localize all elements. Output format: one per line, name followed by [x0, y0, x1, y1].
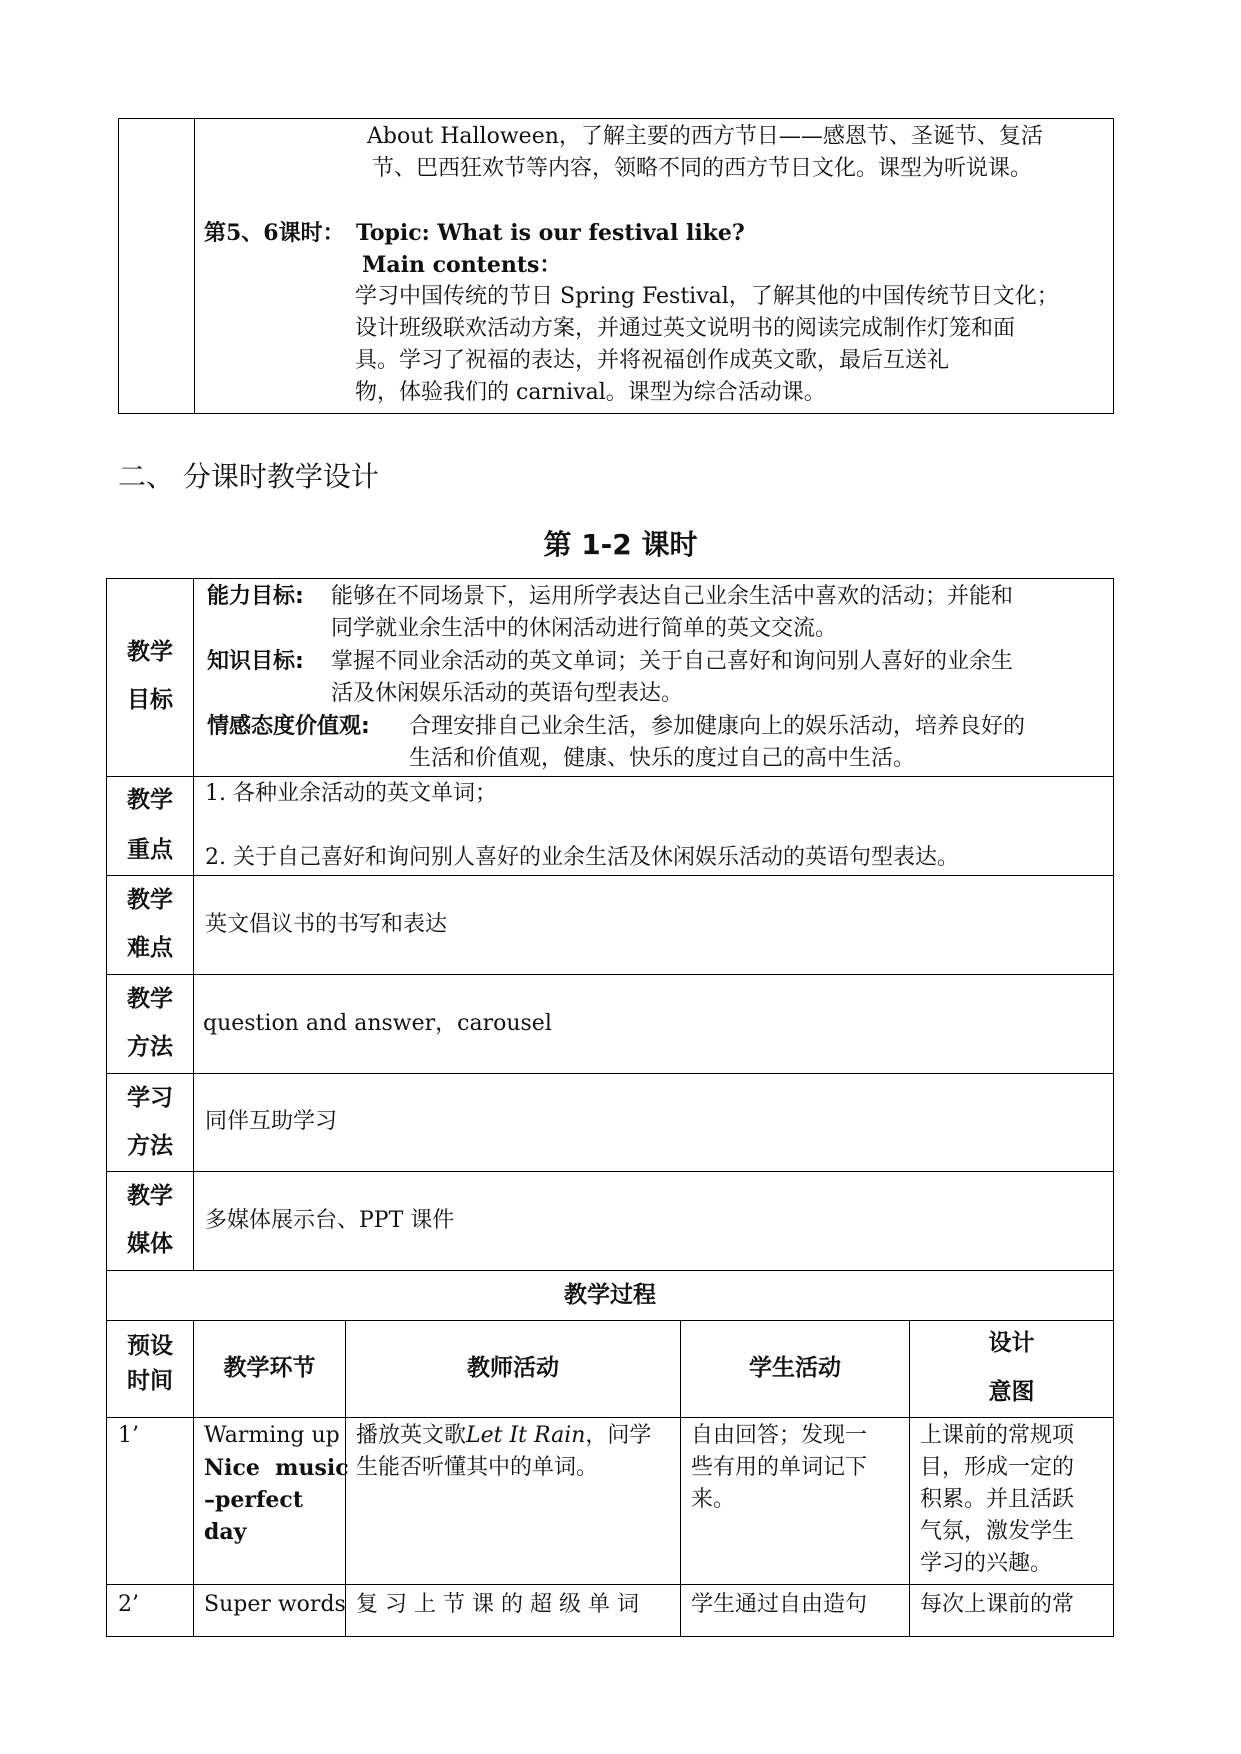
method-text: question and answer，carousel: [203, 1011, 552, 1036]
row-stage: Super words: [204, 1592, 346, 1617]
row-label: 教学: [127, 638, 173, 665]
row-time: 2’: [118, 1592, 139, 1617]
row-student: 学生通过自由造句: [691, 1592, 868, 1617]
key-point-item: 2. 关于自己喜好和询问别人喜好的业余生活及休闲娱乐活动的英语句型表达。: [205, 845, 959, 870]
text-line: 节、巴西狂欢节等内容，领略不同的西方节日文化。课型为听说课。: [372, 156, 1033, 181]
teacher-text: 播放英文歌: [356, 1423, 467, 1448]
header-time: 预设: [127, 1332, 173, 1359]
row-label: 教学: [127, 985, 173, 1012]
row-teacher: 复 习 上 节 课 的 超 级 单 词: [356, 1592, 639, 1617]
process-title: 教学过程: [564, 1281, 656, 1308]
row-label: 学习: [127, 1084, 173, 1111]
lesson-title: 第 1-2 课时: [543, 528, 698, 561]
table-divider: [194, 119, 195, 413]
knowledge-text: 掌握不同业余活动的英文单词；关于自己喜好和询问别人喜好的业余生: [331, 649, 1014, 674]
row-design: 气氛，激发学生: [920, 1519, 1075, 1544]
emotion-text: 生活和价值观，健康、快乐的度过自己的高中生活。: [409, 746, 916, 771]
topic-text: Topic: What is our festival like?: [356, 220, 745, 246]
emotion-label: 情感态度价值观:: [207, 714, 370, 739]
row-label: 教学: [127, 886, 173, 913]
teacher-text: ，问学: [585, 1423, 652, 1448]
row-design: 积累。并且活跃: [920, 1487, 1075, 1512]
row-stage: Nice music: [204, 1455, 349, 1481]
key-point-item: 1. 各种业余活动的英文单词；: [205, 781, 497, 806]
header-teacher: 教师活动: [467, 1354, 559, 1381]
main-contents-label: Main contents：: [362, 252, 562, 278]
grid-line: [909, 1320, 910, 1636]
row-design: 目，形成一定的: [920, 1455, 1075, 1480]
header-design: 设计: [988, 1329, 1035, 1356]
row-label: 方法: [127, 1132, 173, 1159]
knowledge-text: 活及休闲娱乐活动的英语句型表达。: [331, 681, 684, 706]
grid-line: [106, 1320, 1114, 1321]
row-design: 上课前的常规项: [920, 1423, 1075, 1448]
ability-text: 同学就业余生活中的休闲活动进行简单的英文交流。: [331, 616, 838, 641]
grid-line: [193, 578, 194, 1270]
header-student: 学生活动: [749, 1354, 841, 1381]
section-heading: 二、 分课时教学设计: [118, 460, 379, 493]
grid-line: [106, 875, 1114, 876]
grid-line: [106, 1584, 1114, 1585]
row-design: 每次上课前的常: [920, 1592, 1075, 1617]
text-line: 具。学习了祝福的表达，并将祝福创作成英文歌，最后互送礼: [355, 348, 950, 373]
grid-line: [106, 1270, 1114, 1271]
row-label: 教学: [127, 1182, 173, 1209]
text-line: About Halloween，了解主要的西方节日——感恩节、圣诞节、复活: [367, 124, 1043, 149]
text-line: 物，体验我们的 carnival。课型为综合活动课。: [355, 380, 826, 405]
ability-label: 能力目标:: [207, 584, 304, 609]
continuation-table: [118, 118, 1114, 414]
row-label: 媒体: [127, 1230, 173, 1257]
grid-line: [106, 776, 1114, 777]
period-label: 第5、6课时：: [204, 220, 345, 246]
grid-line: [106, 1636, 1114, 1637]
row-student: 自由回答；发现一: [691, 1423, 868, 1448]
row-label: 难点: [127, 934, 173, 961]
row-student: 些有用的单词记下: [691, 1455, 868, 1480]
grid-line: [106, 974, 1114, 975]
row-time: 1’: [118, 1423, 139, 1448]
row-design: 学习的兴趣。: [920, 1551, 1053, 1576]
ability-text: 能够在不同场景下，运用所学表达自己业余生活中喜欢的活动；并能和: [331, 584, 1014, 609]
difficulty-text: 英文倡议书的书写和表达: [205, 912, 448, 937]
header-design: 意图: [988, 1378, 1035, 1405]
row-label: 目标: [127, 686, 173, 713]
knowledge-label: 知识目标:: [207, 649, 304, 674]
grid-line: [1113, 578, 1114, 1636]
grid-line: [106, 1171, 1114, 1172]
text-line: 学习中国传统的节日 Spring Festival，了解其他的中国传统节日文化；: [355, 284, 1059, 309]
row-teacher: 生能否听懂其中的单词。: [356, 1455, 599, 1480]
grid-line: [106, 1417, 1114, 1418]
header-stage: 教学环节: [223, 1354, 316, 1381]
row-teacher: [356, 1420, 651, 1452]
row-label: 重点: [127, 836, 173, 863]
header-time: 时间: [127, 1367, 173, 1394]
song-title: Let It Rain: [466, 1423, 586, 1448]
grid-line: [106, 1073, 1114, 1074]
row-student: 来。: [691, 1487, 736, 1512]
row-label: 教学: [127, 786, 173, 813]
row-stage: Warming up: [204, 1423, 340, 1448]
emotion-text: 合理安排自己业余生活，参加健康向上的娱乐活动，培养良好的: [409, 714, 1026, 739]
row-stage: day: [204, 1519, 247, 1545]
row-label: 方法: [127, 1033, 173, 1060]
row-stage: –perfect: [204, 1487, 303, 1513]
grid-line: [106, 578, 1114, 579]
learning-text: 同伴互助学习: [205, 1109, 338, 1134]
text-line: 设计班级联欢活动方案，并通过英文说明书的阅读完成制作灯笼和面: [355, 316, 1016, 341]
media-text: 多媒体展示台、PPT 课件: [205, 1208, 455, 1233]
